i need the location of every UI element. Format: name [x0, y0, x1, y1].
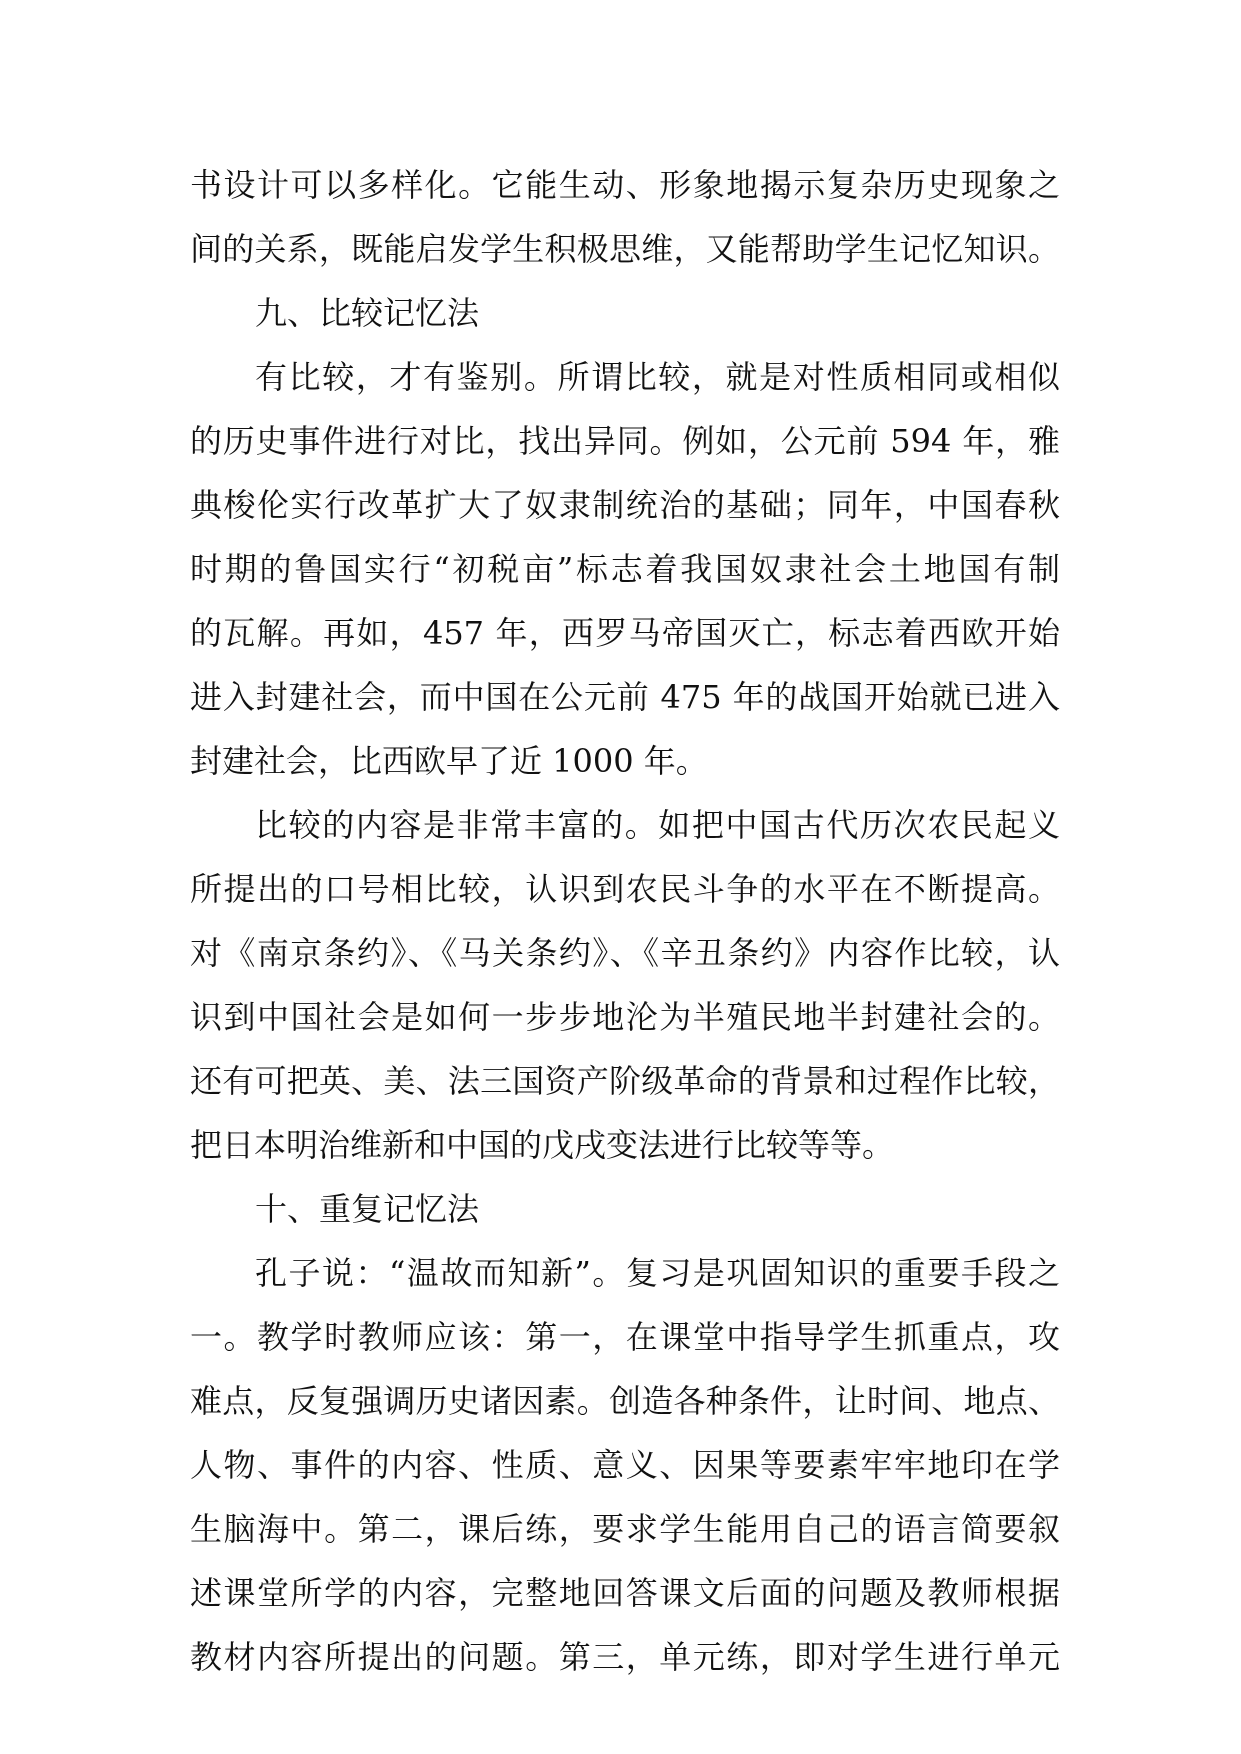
text-line: 有比较，才有鉴别。所谓比较，就是对性质相同或相似: [255, 358, 1060, 396]
section-heading: 九、比较记忆法: [255, 294, 480, 332]
text-line: 识到中国社会是如何一步步地沦为半殖民地半封建社会的。: [190, 998, 1060, 1036]
text-line: 时期的鲁国实行“初税亩”标志着我国奴隶社会土地国有制: [190, 550, 1060, 588]
text-line: 间的关系，既能启发学生积极思维，又能帮助学生记忆知识。: [190, 230, 1060, 268]
text-line: 所提出的口号相比较，认识到农民斗争的水平在不断提高。: [190, 870, 1060, 908]
text-line: 教材内容所提出的问题。第三，单元练，即对学生进行单元: [190, 1638, 1060, 1676]
text-line: 一。教学时教师应该：第一，在课堂中指导学生抓重点，攻: [190, 1318, 1060, 1356]
text-line: 封建社会，比西欧早了近 1000 年。: [190, 742, 708, 780]
text-line: 比较的内容是非常丰富的。如把中国古代历次农民起义: [255, 806, 1060, 844]
text-line: 难点，反复强调历史诸因素。创造各种条件，让时间、地点、: [190, 1382, 1060, 1420]
text-line: 的瓦解。再如，457 年，西罗马帝国灭亡，标志着西欧开始: [190, 614, 1060, 652]
text-line: 人物、事件的内容、性质、意义、因果等要素牢牢地印在学: [190, 1446, 1060, 1484]
text-line: 典梭伦实行改革扩大了奴隶制统治的基础；同年，中国春秋: [190, 486, 1060, 524]
text-line: 进入封建社会，而中国在公元前 475 年的战国开始就已进入: [190, 678, 1060, 716]
text-line: 还有可把英、美、法三国资产阶级革命的背景和过程作比较，: [190, 1062, 1060, 1100]
text-line: 的历史事件进行对比，找出异同。例如，公元前 594 年，雅: [190, 422, 1060, 460]
text-line: 述课堂所学的内容，完整地回答课文后面的问题及教师根据: [190, 1574, 1060, 1612]
text-line: 生脑海中。第二，课后练，要求学生能用自己的语言简要叙: [190, 1510, 1060, 1548]
text-line: 对《南京条约》、《马关条约》、《辛丑条约》内容作比较，认: [190, 934, 1060, 972]
text-line: 孔子说：“温故而知新”。复习是巩固知识的重要手段之: [255, 1254, 1060, 1292]
section-heading: 十、重复记忆法: [255, 1190, 480, 1228]
text-line: 书设计可以多样化。它能生动、形象地揭示复杂历史现象之: [190, 166, 1060, 204]
text-line: 把日本明治维新和中国的戊戌变法进行比较等等。: [190, 1126, 895, 1164]
